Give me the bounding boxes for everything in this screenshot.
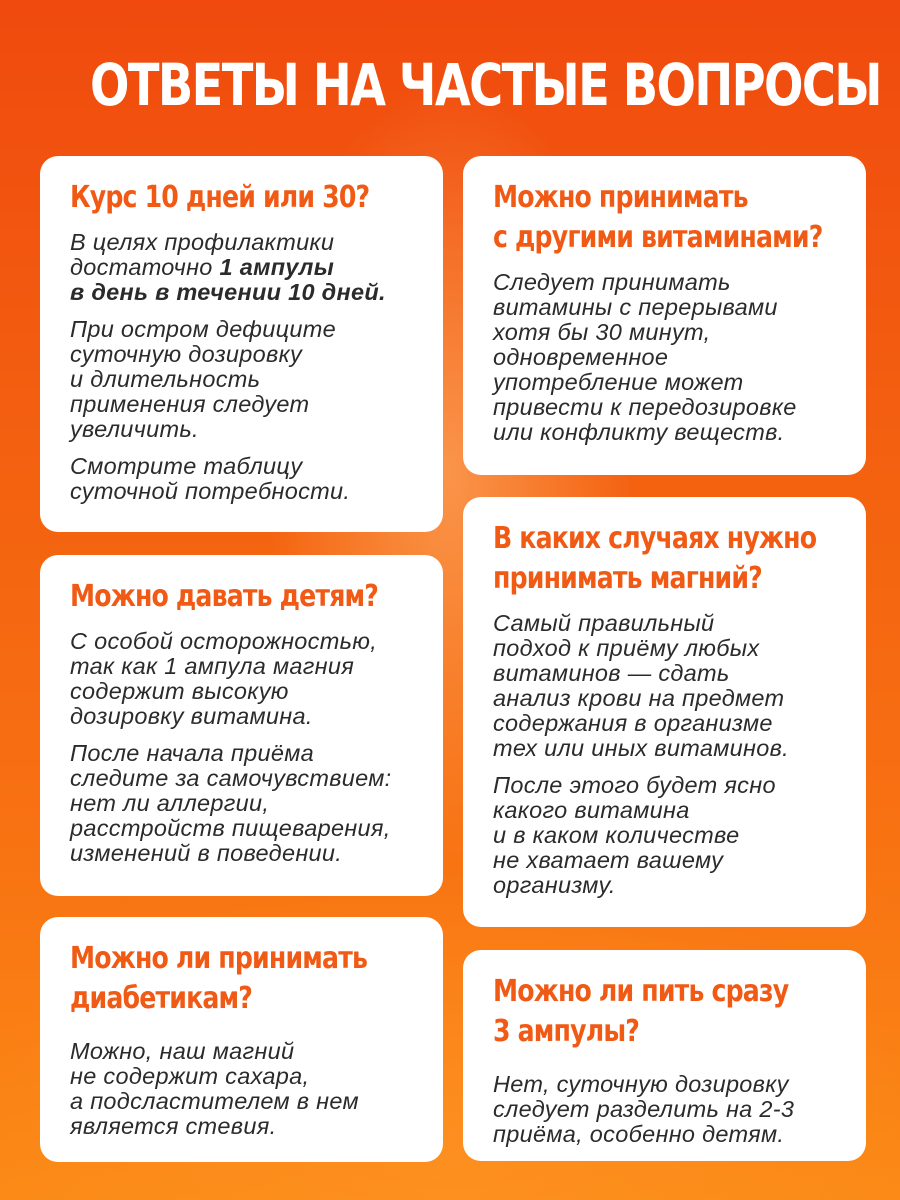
faq-answer-paragraph: После начала приёма следите за самочувствием: нет ли аллергии, расстройств пищеварения, изменений в поведении. — [70, 740, 392, 866]
faq-question: Можно ли пить сразу 3 ампулы? — [493, 974, 789, 1049]
faq-answer-paragraph: Следует принимать витамины с перерывами хотя бы 30 минут, одновременное употребление может привести к передозировке или конфликту веществ. — [493, 269, 797, 445]
faq-answer-paragraph: В целях профилактики достаточно 1 ампулы в день в течении 10 дней. — [70, 229, 386, 305]
faq-card-children — [40, 555, 443, 896]
page-title: ОТВЕТЫ НА ЧАСТЫЕ ВОПРОСЫ — [90, 51, 881, 119]
faq-answer-paragraph: После этого будет ясно какого витамина и в каком количестве не хватает вашему организму. — [493, 772, 776, 898]
faq-question: Можно давать детям? — [70, 579, 379, 614]
faq-card-course-duration — [40, 156, 443, 532]
faq-card-diabetics — [40, 917, 443, 1162]
dose-highlight: в день в течении 10 дней. — [70, 279, 386, 305]
faq-answer-paragraph: С особой осторожностью, так как 1 ампула магния содержит высокую дозировку витамина. — [70, 628, 378, 729]
faq-card-when-magnesium — [463, 497, 866, 927]
faq-card-other-vitamins — [463, 156, 866, 475]
dose-highlight: 1 ампулы — [219, 254, 335, 280]
faq-answer-paragraph: Можно, наш магний не содержит сахара, а подсластителем в нем является стевия. — [70, 1038, 359, 1139]
faq-answer-paragraph: При остром дефиците суточную дозировку и длительность применения следует увеличить. — [70, 316, 336, 442]
faq-question: Можно принимать с другими витаминами? — [493, 180, 823, 255]
faq-card-three-ampoules — [463, 950, 866, 1161]
faq-question: Курс 10 дней или 30? — [70, 180, 370, 215]
faq-answer-paragraph: Самый правильный подход к приёму любых витаминов — сдать анализ крови на предмет содержания в организме тех или иных витаминов. — [493, 610, 789, 761]
faq-answer-paragraph: Смотрите таблицу суточной потребности. — [70, 453, 351, 504]
faq-question: Можно ли принимать диабетикам? — [70, 941, 368, 1016]
faq-question: В каких случаях нужно принимать магний? — [493, 521, 817, 596]
faq-answer-paragraph: Нет, суточную дозировку следует разделить на 2-3 приёма, особенно детям. — [493, 1071, 795, 1147]
